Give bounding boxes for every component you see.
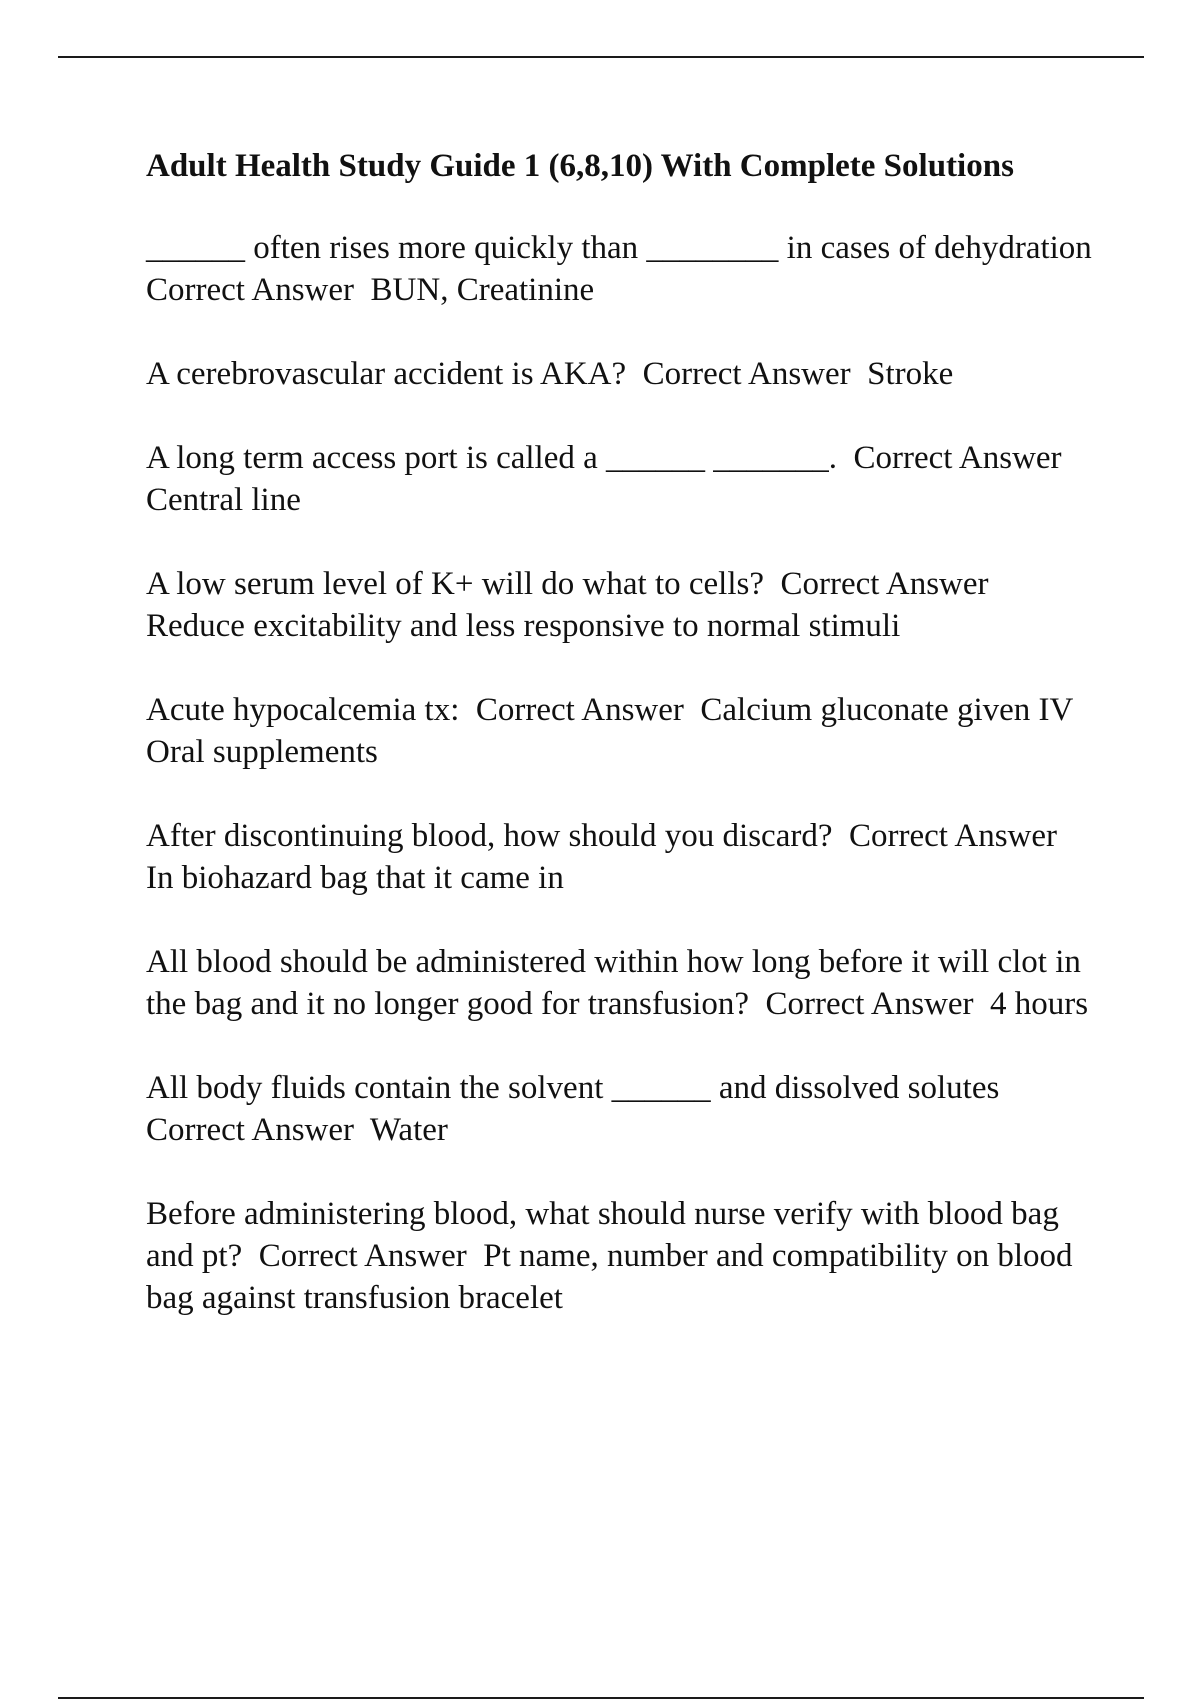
qa-item-5: Acute hypocalcemia tx: Correct Answer Calcium gluconate given IV Oral supplements [146, 692, 1074, 770]
qa-item-2: A cerebrovascular accident is AKA? Correct Answer Stroke [146, 356, 954, 392]
qa-item-9: Before administering blood, what should nurse verify with blood bag and pt? Correct Answer Pt name, number and compatibility on blood bag against transfusion bracelet [146, 1196, 1081, 1316]
qa-item-1: ______ often rises more quickly than ________ in cases of dehydration Correct Answer BUN, Creatinine [146, 230, 1109, 308]
qa-item-6: After discontinuing blood, how should you discard? Correct Answer In biohazard bag that it came in [146, 818, 1074, 896]
top-rule [58, 56, 1144, 58]
qa-item-7: All blood should be administered within how long before it will clot in the bag and it no longer good for transfusion? Correct Answer 4 hours [146, 944, 1090, 1022]
document-title: Adult Health Study Guide 1 (6,8,10) With Complete Solutions [146, 148, 1014, 184]
qa-item-3: A long term access port is called a ______ _______. Correct Answer Central line [146, 440, 1079, 518]
qa-item-8: All body fluids contain the solvent ______ and dissolved solutes Correct Answer Water [146, 1070, 1016, 1148]
document-body [146, 145, 1109, 1361]
qa-item-4: A low serum level of K+ will do what to cells? Correct Answer Reduce excitability and less responsive to normal stimuli [146, 566, 1006, 644]
bottom-rule [58, 1697, 1144, 1699]
